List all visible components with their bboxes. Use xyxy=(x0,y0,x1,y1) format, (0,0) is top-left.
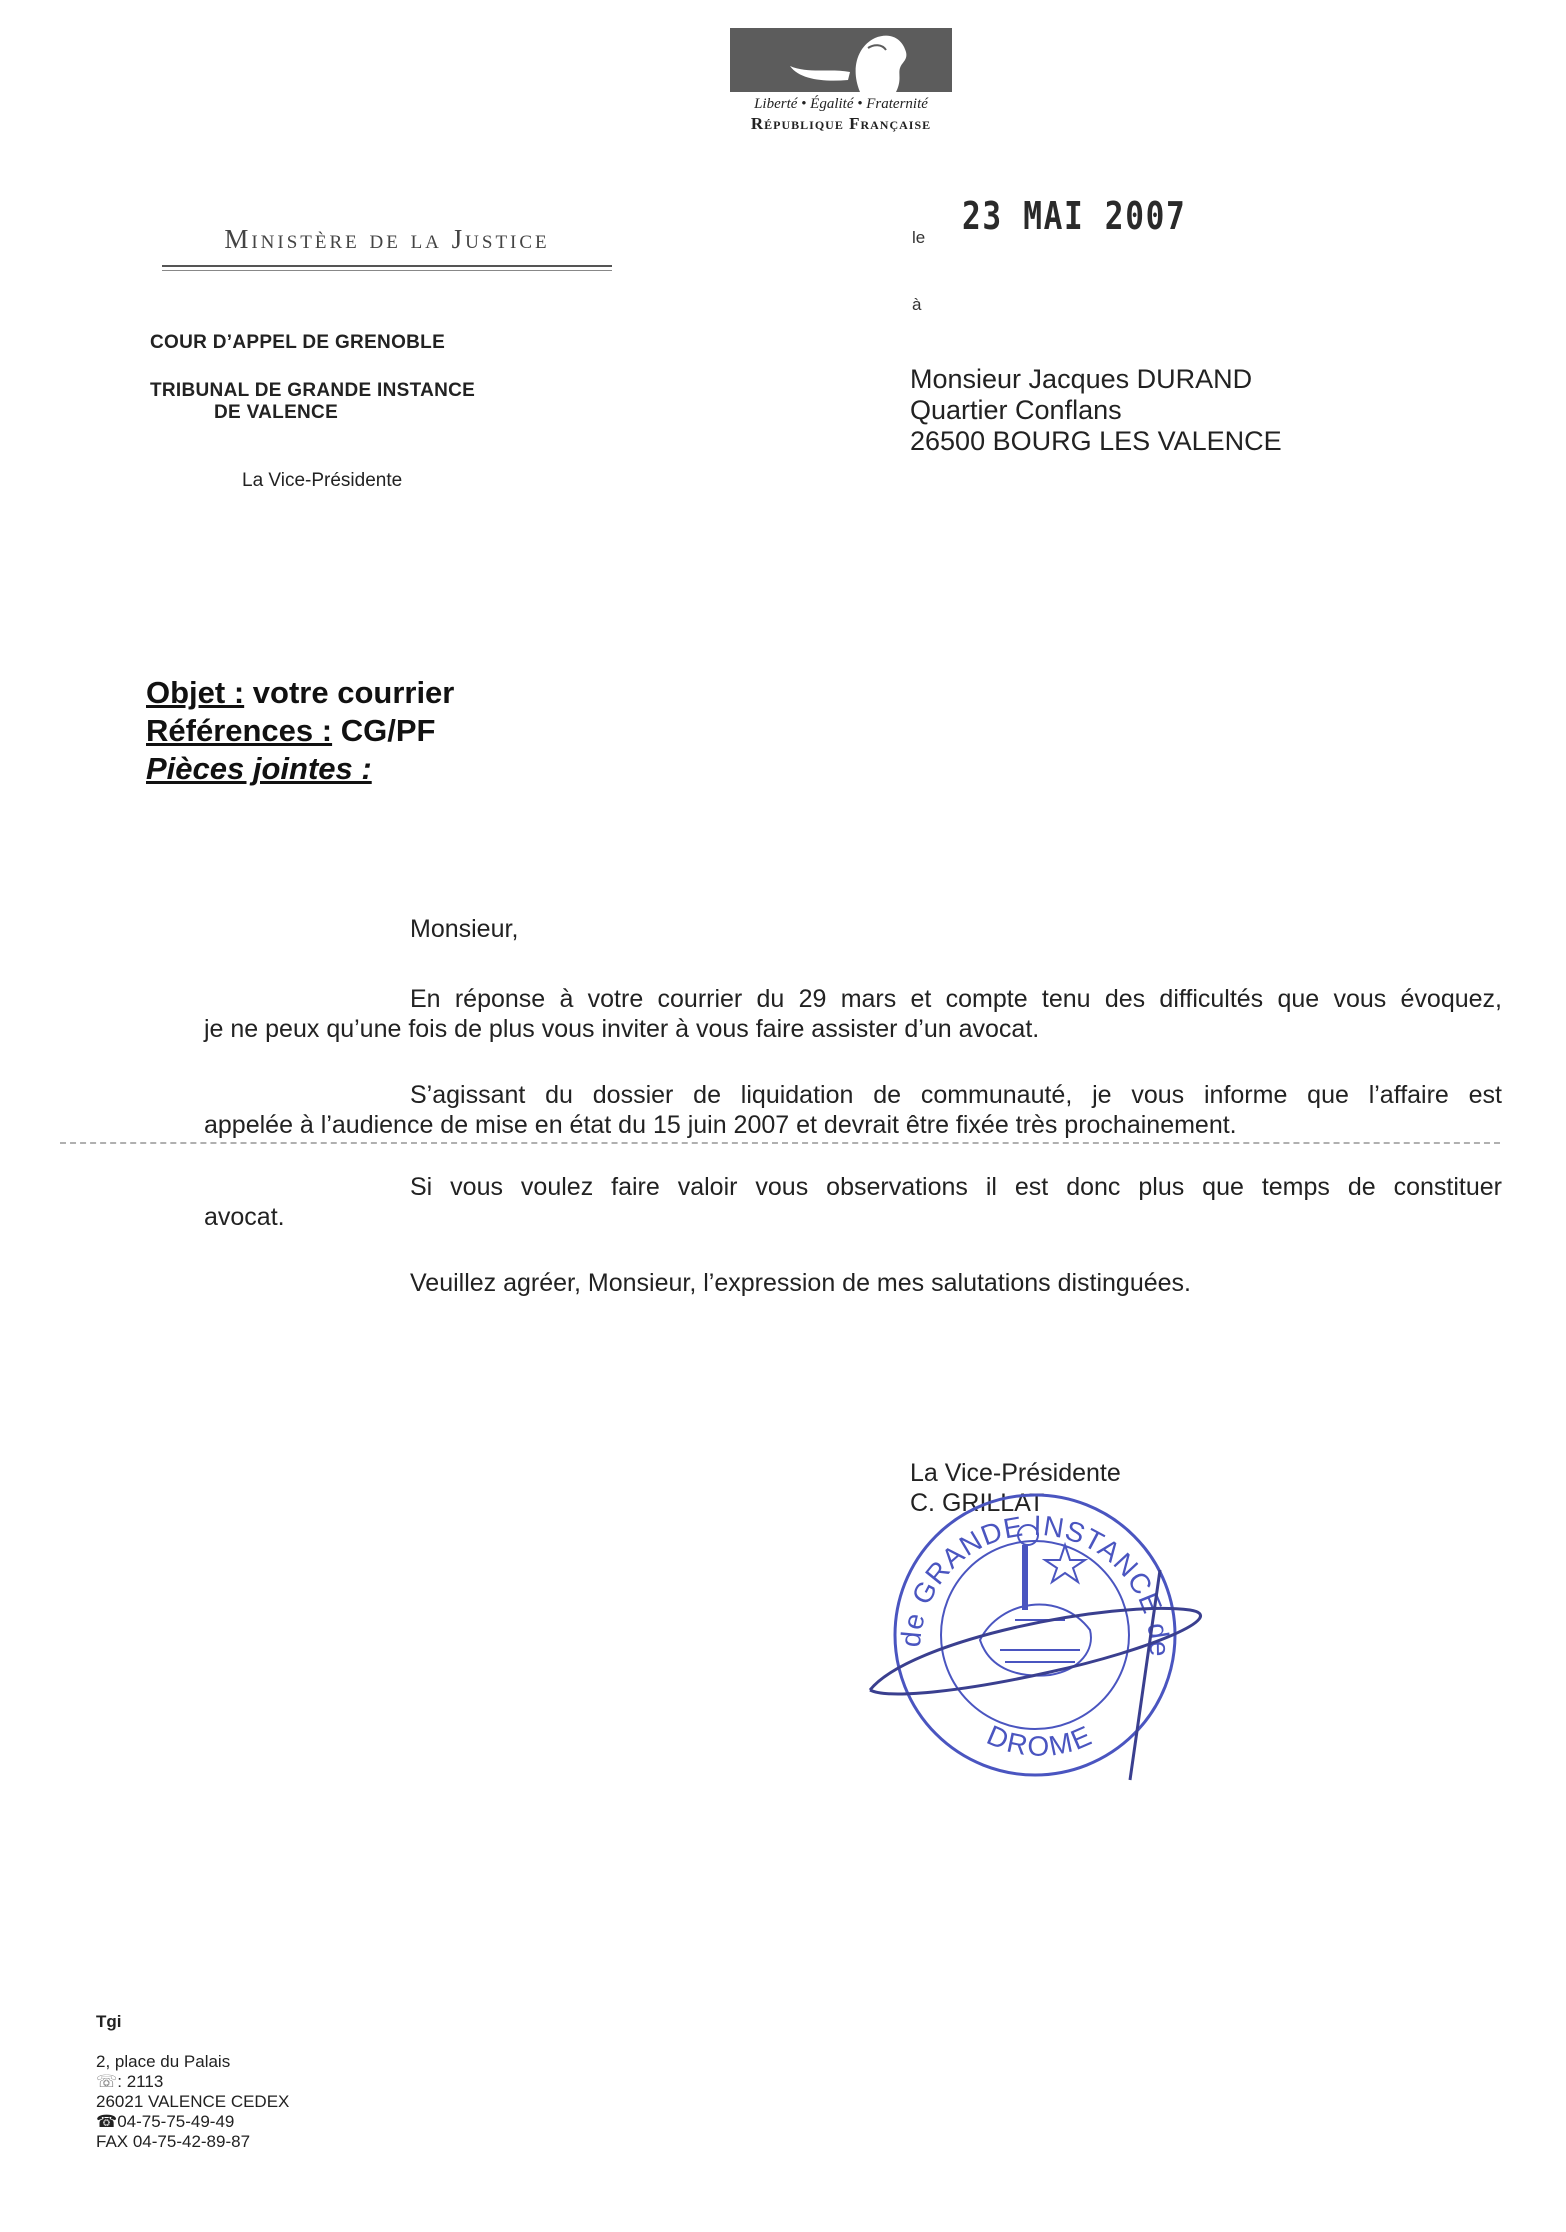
republic-logo xyxy=(728,28,954,134)
footer-fax: FAX 04-75-42-89-87 xyxy=(96,2132,251,2151)
tribunal-stamp xyxy=(850,1450,1230,1790)
footer-address xyxy=(96,2052,289,2152)
subject-objet xyxy=(146,674,454,712)
ministry-title: Ministère de la Justice xyxy=(224,224,550,254)
closing-formula: Veuillez agréer, Monsieur, l’expression de mes salutations distinguées. xyxy=(410,1269,1191,1297)
footer-phone-row xyxy=(96,2112,289,2132)
references-label: Références : xyxy=(146,713,333,748)
signature-name: C. GRILLAT xyxy=(910,1489,1045,1517)
extension-icon: ☏ xyxy=(96,2072,118,2091)
objet-label: Objet : xyxy=(146,675,245,710)
paragraph-1-line-2: je ne peux qu’une fois de plus vous inviter à vous faire assister d’un avocat. xyxy=(204,1015,1040,1043)
subject-pieces xyxy=(146,750,454,788)
subject-block xyxy=(146,674,454,788)
republic-name: République Française xyxy=(750,114,932,133)
date-stamp: 23 MAI 2007 xyxy=(962,194,1187,238)
svg-text:DROME xyxy=(983,1719,1098,1762)
ministry-underline xyxy=(162,265,612,267)
tribunal-name-line2: DE VALENCE xyxy=(214,402,339,423)
ministry-underline-thin xyxy=(162,270,612,271)
footer-city: 26021 VALENCE CEDEX xyxy=(96,2092,290,2111)
recipient-name: Monsieur Jacques DURAND xyxy=(910,364,1253,394)
fold-line xyxy=(60,1142,1500,1144)
paragraph-2-line-2: appelée à l’audience de mise en état du 15 juin 2007 et devrait être fixée très prochainement. xyxy=(204,1111,1237,1139)
paragraph-3-line-1: Si vous voulez faire valoir vous observations il est donc plus que temps de constituer xyxy=(410,1173,1502,1201)
footer-extension-row xyxy=(96,2072,289,2092)
stamp-text-bottom: DROME xyxy=(982,1719,1098,1762)
pieces-label: Pièces jointes : xyxy=(146,751,372,786)
salutation: Monsieur, xyxy=(410,915,519,943)
stamp-text-top: de GRANDE INSTANCE de xyxy=(894,1509,1176,1658)
footer-extension: : 2113 xyxy=(117,2072,164,2091)
marianne-emblem-icon xyxy=(730,28,952,92)
paragraph-1-line-1: En réponse à votre courrier du 29 mars et compte tenu des difficultés que vous évoquez, xyxy=(410,985,1502,1013)
objet-value: votre courrier xyxy=(244,675,455,710)
footer-title: Tgi xyxy=(96,2012,122,2031)
signature-role: La Vice-Présidente xyxy=(910,1459,1121,1487)
tribunal-name-line1: TRIBUNAL DE GRANDE INSTANCE xyxy=(150,380,476,401)
recipient-city: 26500 BOURG LES VALENCE xyxy=(910,426,1282,456)
footer-phone: 04-75-75-49-49 xyxy=(117,2112,235,2131)
paragraph-2-line-1: S’agissant du dossier de liquidation de communauté, je vous informe que l’affaire est xyxy=(410,1081,1502,1109)
sender-role: La Vice-Présidente xyxy=(242,470,403,491)
date-prefix: le xyxy=(912,228,926,247)
footer-street: 2, place du Palais xyxy=(96,2052,231,2071)
recipient-street: Quartier Conflans xyxy=(910,395,1122,425)
paragraph-3-line-2: avocat. xyxy=(204,1203,285,1231)
recipient-prefix: à xyxy=(912,295,922,314)
recipient-address xyxy=(910,364,1282,457)
svg-text:TRIBUNAL de GRANDE INSTANCE de xyxy=(850,1450,1175,1658)
court-name: COUR D’APPEL DE GRENOBLE xyxy=(150,332,446,353)
subject-references xyxy=(146,712,454,750)
references-value: CG/PF xyxy=(332,713,436,748)
phone-icon: ☎ xyxy=(96,2112,118,2131)
republic-motto: Liberté • Égalité • Fraternité xyxy=(754,96,928,112)
